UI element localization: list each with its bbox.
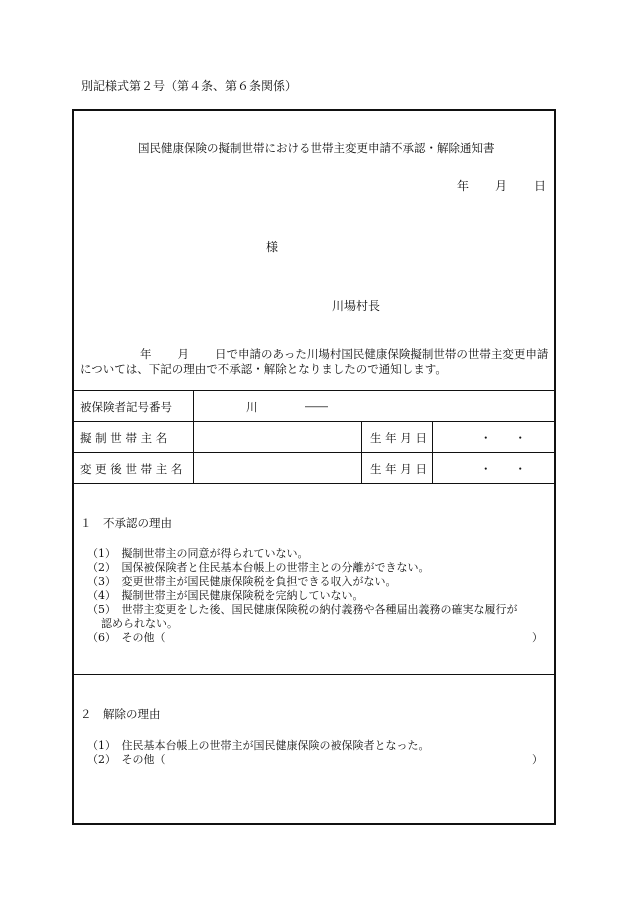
body-line-1: [140, 346, 548, 362]
nominal-head-dob-label: 生 年 月 日: [370, 431, 427, 445]
date-month-label: 月: [495, 179, 508, 193]
notice-form-frame: [72, 109, 556, 825]
section2-item-2: （2） その他（: [87, 753, 166, 766]
section2-heading: ２ 解除の理由: [80, 707, 161, 721]
insured-number-dash: ――: [305, 399, 328, 413]
section1-item-4: （4） 擬制世帯主が国民健康保険税を完納していない。: [87, 589, 364, 602]
body-year: 年: [140, 347, 152, 361]
table-col-divider-2: [361, 421, 362, 483]
table-rule-1: [74, 421, 554, 422]
insured-number-label: 被保険者記号番号: [80, 400, 172, 414]
new-head-dob-label: 生 年 月 日: [370, 462, 427, 476]
table-col-divider-3: [432, 421, 433, 483]
body-line-2: については、下記の理由で不承認・解除となりましたので通知します。: [80, 362, 447, 376]
form-title: 国民健康保険の擬制世帯における世帯主変更申請不承認・解除通知書: [138, 141, 495, 155]
table-bottom-rule: [74, 483, 554, 484]
body-month: 月: [177, 347, 189, 361]
addressee-suffix: 様: [266, 240, 279, 254]
table-rule-2: [74, 452, 554, 453]
section2-close-paren: ）: [532, 753, 543, 766]
date-year-label: 年: [457, 179, 470, 193]
section1-item-5: （5） 世帯主変更をした後、国民健康保険税の納付義務や各種届出義務の確実な履行が: [87, 603, 518, 616]
section1-close-paren: ）: [532, 631, 543, 644]
section2-item-1: （1） 住民基本台帳上の世帯主が国民健康保険の被保険者となった。: [87, 739, 430, 752]
nominal-head-label: 擬 制 世 帯 主 名: [80, 431, 168, 445]
section-divider: [74, 674, 554, 675]
section1-item-1: （1） 擬制世帯主の同意が得られていない。: [87, 547, 309, 560]
body-rest: 日で申請のあった川場村国民健康保険擬制世帯の世帯主変更申請: [215, 347, 549, 361]
nominal-head-dob-value: ・ ・: [480, 431, 526, 445]
issuer-name: 川場村長: [332, 299, 381, 313]
table-col-divider-1: [193, 390, 194, 483]
section1-item-6: （6） その他（: [87, 631, 166, 644]
date-day-label: 日: [534, 179, 547, 193]
table-top-rule: [74, 390, 554, 391]
new-head-label: 変 更 後 世 帯 主 名: [80, 462, 183, 476]
section1-item-3: （3） 変更世帯主が国民健康保険税を負担できる収入がない。: [87, 575, 397, 588]
form-caption: 別記様式第２号（第４条、第６条関係）: [81, 79, 298, 93]
section1-item-5-cont: 認められない。: [101, 617, 178, 630]
section1-heading: １ 不承認の理由: [80, 516, 172, 530]
new-head-dob-value: ・ ・: [480, 462, 526, 476]
section1-item-2: （2） 国保被保険者と住民基本台帳上の世帯主との分離ができない。: [87, 561, 430, 574]
insured-number-prefix: 川: [246, 400, 258, 414]
